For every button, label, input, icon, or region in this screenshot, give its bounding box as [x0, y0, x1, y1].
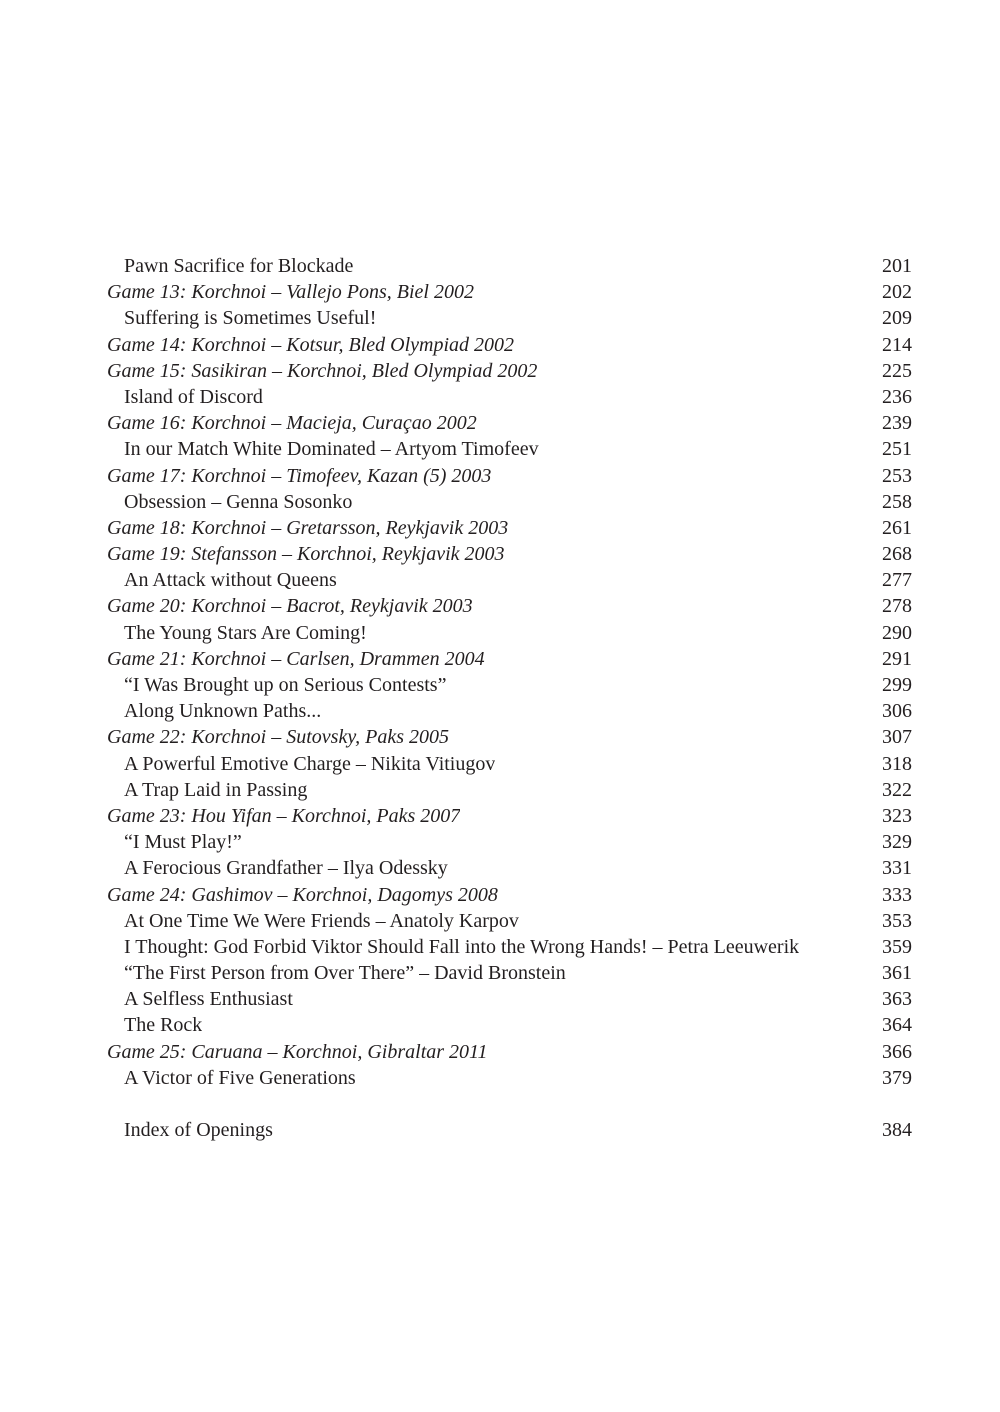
- toc-entry-title: Game 14: Korchnoi – Kotsur, Bled Olympiad 2002: [107, 333, 515, 356]
- toc-entry-title: Index of Openings: [124, 1119, 273, 1141]
- toc-page-number: 366: [882, 1040, 912, 1063]
- toc-entry-title: A Powerful Emotive Charge – Nikita Vitiugov: [124, 752, 496, 775]
- toc-page-number: 379: [882, 1066, 912, 1089]
- toc-entry-title: Game 20: Korchnoi – Bacrot, Reykjavik 2003: [107, 595, 473, 618]
- toc-entry-title: Along Unknown Paths...: [124, 700, 322, 723]
- toc-entry-title: Island of Discord: [124, 385, 263, 408]
- toc-page-number: 239: [882, 412, 912, 435]
- toc-game-entry[interactable]: [107, 358, 912, 384]
- toc-page-number: 202: [882, 281, 912, 304]
- toc-entry-title: Game 23: Hou Yifan – Korchnoi, Paks 2007: [107, 804, 461, 827]
- toc-section-entry[interactable]: [107, 672, 912, 698]
- toc-page-number: 359: [882, 935, 912, 958]
- toc-page-number: 306: [882, 700, 912, 723]
- toc-game-entry[interactable]: [107, 646, 912, 672]
- toc-entry-title: Game 19: Stefansson – Korchnoi, Reykjavik 2003: [107, 543, 505, 566]
- toc-page-number: 236: [882, 385, 912, 408]
- toc-entry-title: Game 16: Korchnoi – Macieja, Curaçao 2002: [107, 412, 477, 435]
- toc-entry-title: Game 15: Sasikiran – Korchnoi, Bled Olympiad 2002: [107, 359, 538, 382]
- toc-entry-title: A Selfless Enthusiast: [124, 988, 293, 1011]
- toc-entry-title: “The First Person from Over There” – David Bronstein: [124, 962, 566, 985]
- toc-page-number: 363: [882, 988, 912, 1011]
- toc-section-entry[interactable]: [107, 620, 912, 646]
- toc-game-entry[interactable]: [107, 593, 912, 619]
- toc-section-entry[interactable]: [107, 436, 912, 462]
- toc-entry-title: Game 21: Korchnoi – Carlsen, Drammen 2004: [107, 647, 485, 670]
- toc-game-entry[interactable]: [107, 410, 912, 436]
- toc-page-number: 322: [882, 778, 912, 801]
- toc-entry-title: The Rock: [124, 1014, 203, 1037]
- toc-game-entry[interactable]: [107, 515, 912, 541]
- toc-page-number: 261: [882, 516, 912, 539]
- toc-game-entry[interactable]: [107, 541, 912, 567]
- toc-entry-title: Game 25: Caruana – Korchnoi, Gibraltar 2011: [107, 1040, 488, 1063]
- toc-section-entry[interactable]: [107, 567, 912, 593]
- toc-entry-title: Suffering is Sometimes Useful!: [124, 307, 377, 330]
- toc-page-number: 384: [882, 1119, 912, 1141]
- toc-entry-title: Game 18: Korchnoi – Gretarsson, Reykjavik 2003: [107, 516, 509, 539]
- toc-page-number: 353: [882, 909, 912, 932]
- toc-section-entry[interactable]: [107, 1012, 912, 1038]
- toc-section-entry[interactable]: [107, 960, 912, 986]
- toc-game-entry[interactable]: [107, 279, 912, 305]
- toc-section-entry[interactable]: [107, 698, 912, 724]
- toc-game-entry[interactable]: [107, 1039, 912, 1065]
- toc-game-entry[interactable]: [107, 463, 912, 489]
- toc-entry-title: Game 17: Korchnoi – Timofeev, Kazan (5) 2003: [107, 464, 492, 487]
- toc-section-entry[interactable]: [107, 934, 912, 960]
- toc-page-number: 318: [882, 752, 912, 775]
- toc-page-number: 364: [882, 1014, 912, 1037]
- toc-entry-title: The Young Stars Are Coming!: [124, 621, 367, 644]
- toc-entry-title: Game 24: Gashimov – Korchnoi, Dagomys 2008: [107, 883, 498, 906]
- toc-entry-title: A Victor of Five Generations: [124, 1066, 356, 1089]
- toc-entry-title: “I Must Play!”: [124, 831, 242, 854]
- toc-game-entry[interactable]: [107, 724, 912, 750]
- toc-section-entry[interactable]: [107, 1065, 912, 1091]
- toc-entry-title: In our Match White Dominated – Artyom Timofeev: [124, 438, 539, 461]
- toc-page-number: 251: [882, 438, 912, 461]
- toc-entry-title: An Attack without Queens: [124, 569, 337, 592]
- toc-entry-title: A Ferocious Grandfather – Ilya Odessky: [124, 857, 448, 880]
- toc-entry-title: Obsession – Genna Sosonko: [124, 490, 353, 513]
- toc-page-number: 329: [882, 831, 912, 854]
- toc-section-entry[interactable]: [107, 489, 912, 515]
- toc-game-entry[interactable]: [107, 882, 912, 908]
- toc-page-number: 201: [882, 255, 912, 277]
- toc-section-entry[interactable]: [107, 829, 912, 855]
- toc-page-number: 278: [882, 595, 912, 618]
- toc-page-number: 209: [882, 307, 912, 330]
- toc-page-number: 331: [882, 857, 912, 880]
- toc-page-number: 277: [882, 569, 912, 592]
- toc-page-number: 258: [882, 490, 912, 513]
- toc-game-entry[interactable]: [107, 803, 912, 829]
- toc-section-entry[interactable]: [107, 777, 912, 803]
- toc-entry-title: Game 13: Korchnoi – Vallejo Pons, Biel 2002: [107, 281, 474, 304]
- toc-index-entry[interactable]: [107, 1117, 912, 1143]
- toc-page-number: 299: [882, 674, 912, 696]
- toc-page-number: 225: [882, 359, 912, 382]
- toc-page-number: 268: [882, 543, 912, 566]
- toc-page-number: 253: [882, 464, 912, 487]
- toc-entry-title: Pawn Sacrifice for Blockade: [124, 255, 354, 277]
- table-of-contents: [107, 253, 912, 1143]
- toc-page-number: 290: [882, 621, 912, 644]
- toc-section-entry[interactable]: [107, 384, 912, 410]
- toc-game-entry[interactable]: [107, 332, 912, 358]
- toc-entry-title: Game 22: Korchnoi – Sutovsky, Paks 2005: [107, 726, 449, 749]
- toc-entry-title: I Thought: God Forbid Viktor Should Fall into the Wrong Hands! – Petra Leeuwerik: [124, 935, 800, 958]
- toc-entry-title: “I Was Brought up on Serious Contests”: [124, 674, 447, 696]
- toc-page-number: 307: [882, 726, 912, 749]
- toc-page-number: 291: [882, 647, 912, 670]
- toc-section-entry[interactable]: [107, 986, 912, 1012]
- toc-page-number: 214: [882, 333, 912, 356]
- toc-section-entry[interactable]: [107, 908, 912, 934]
- toc-section-entry[interactable]: [107, 855, 912, 881]
- toc-section-entry[interactable]: [107, 253, 912, 279]
- toc-section-entry[interactable]: [107, 305, 912, 331]
- toc-entry-title: At One Time We Were Friends – Anatoly Karpov: [124, 909, 519, 932]
- toc-section-entry[interactable]: [107, 751, 912, 777]
- toc-entry-title: A Trap Laid in Passing: [124, 778, 308, 801]
- toc-page-number: 333: [882, 883, 912, 906]
- toc-page-number: 323: [882, 804, 912, 827]
- toc-page-number: 361: [882, 962, 912, 985]
